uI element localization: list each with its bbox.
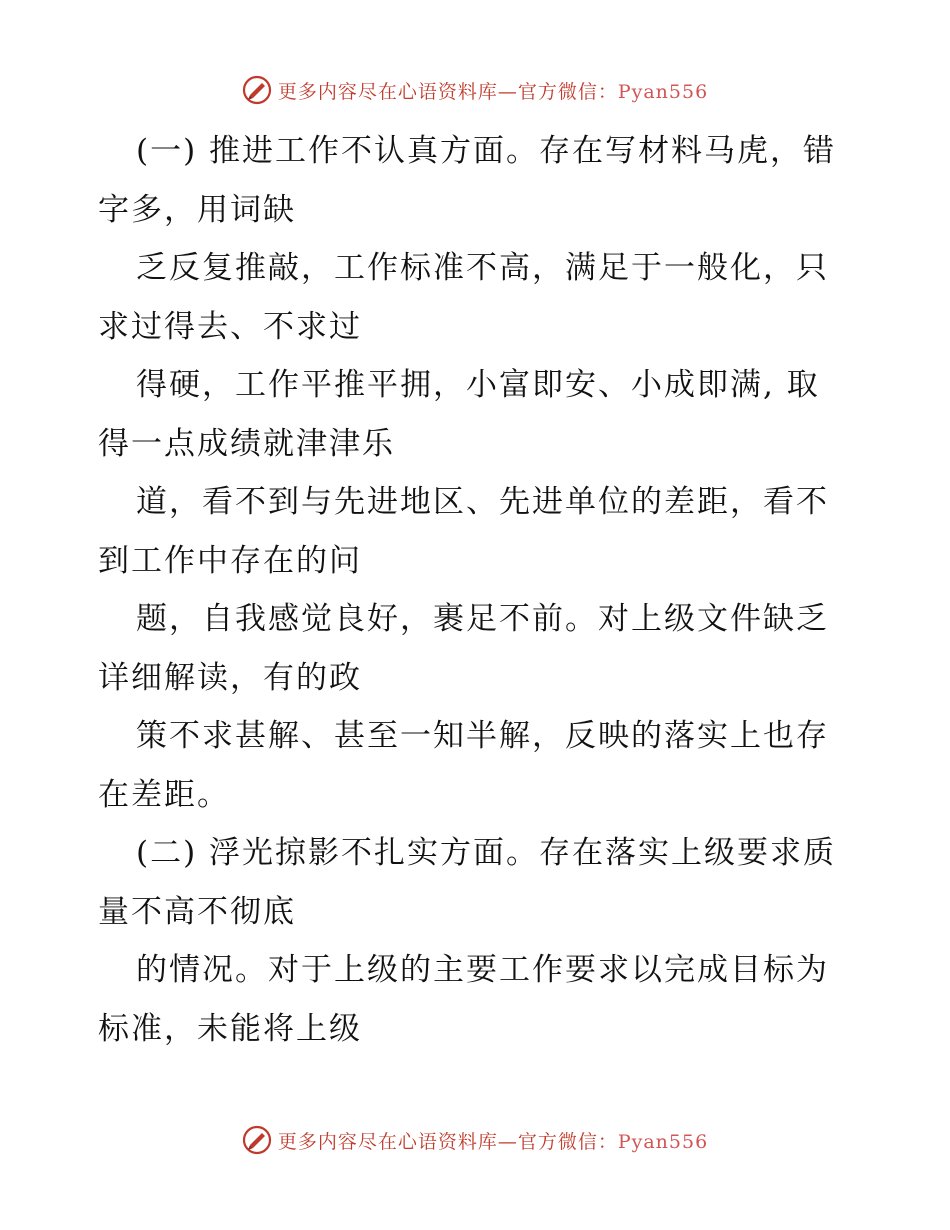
- body-line: 标准，未能将上级: [98, 1010, 362, 1047]
- body-line: (二) 浮光掠影不扎实方面。存在落实上级要求质: [136, 835, 837, 871]
- header-banner-main: 更多内容尽在心语资料库—官方微信：: [277, 80, 618, 103]
- body-line: 的情况。对于上级的主要工作要求以完成目标为: [136, 952, 829, 988]
- body-line: 字多，用词缺: [98, 191, 296, 228]
- pen-logo-icon: [242, 75, 272, 105]
- pen-logo-icon: [242, 1125, 272, 1155]
- body-line: 策不求甚解、甚至一知半解，反映的落实上也存: [136, 718, 829, 754]
- body-line: 到工作中存在的问: [98, 542, 362, 579]
- body-line: 得一点成绩就津津乐: [98, 425, 395, 462]
- footer-wechat-id: Pyan556: [617, 1130, 709, 1153]
- page-footer-banner: [0, 1120, 950, 1160]
- document-body: [98, 122, 858, 1058]
- body-line: 量不高不彻底: [98, 893, 296, 930]
- header-wechat-id: Pyan556: [617, 80, 709, 103]
- body-line: 详细解读，有的政: [98, 659, 362, 696]
- body-line: 得硬，工作平推平拥，小富即安、小成即满, 取: [136, 367, 820, 403]
- body-line: 道，看不到与先进地区、先进单位的差距，看不: [136, 484, 829, 520]
- body-line: 乏反复推敲，工作标准不高，满足于一般化，只: [136, 250, 829, 286]
- body-line: 求过得去、不求过: [98, 308, 362, 345]
- header-banner-text: [278, 77, 708, 104]
- footer-banner-main: 更多内容尽在心语资料库—官方微信：: [277, 1130, 618, 1153]
- body-line: (一) 推进工作不认真方面。存在写材料马虎，错: [136, 133, 837, 169]
- body-line: 题，自我感觉良好，裹足不前。对上级文件缺乏: [136, 601, 829, 637]
- page-header-banner: [0, 70, 950, 110]
- footer-banner-text: [278, 1127, 708, 1154]
- body-line: 在差距。: [98, 776, 230, 813]
